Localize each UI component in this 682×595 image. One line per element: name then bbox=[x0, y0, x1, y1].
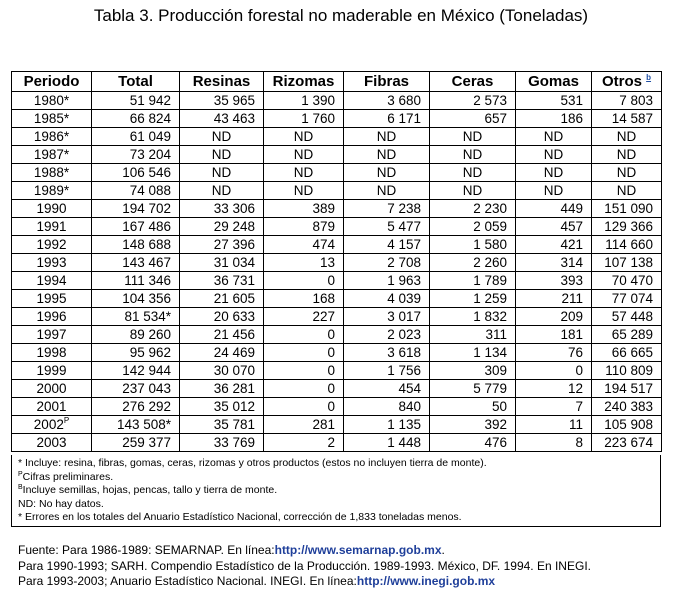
col-header-gomas: Gomas bbox=[516, 72, 592, 92]
table-row bbox=[12, 92, 662, 110]
cell-resinas: ND bbox=[180, 182, 264, 200]
cell-rizomas: ND bbox=[264, 146, 344, 164]
footnote-line bbox=[18, 498, 654, 512]
cell-gomas: 449 bbox=[516, 200, 592, 218]
cell-resinas: ND bbox=[180, 146, 264, 164]
cell-ceras: 1 134 bbox=[430, 344, 516, 362]
cell-gomas: 11 bbox=[516, 416, 592, 434]
periodo-value: 1987* bbox=[33, 146, 70, 162]
cell-ceras: 2 230 bbox=[430, 200, 516, 218]
cell-rizomas: ND bbox=[264, 128, 344, 146]
cell-gomas: 421 bbox=[516, 236, 592, 254]
cell-gomas: 211 bbox=[516, 290, 592, 308]
cell-rizomas: 0 bbox=[264, 380, 344, 398]
cell-fibras: 3 680 bbox=[344, 92, 430, 110]
col-header-total: Total bbox=[92, 72, 180, 92]
cell-periodo bbox=[12, 254, 92, 272]
footnote-text: Incluye semillas, hojas, pencas, tallo y tierra de monte. bbox=[22, 484, 278, 497]
source-line bbox=[18, 559, 678, 575]
col-header-fibras: Fibras bbox=[344, 72, 430, 92]
cell-ceras: 309 bbox=[430, 362, 516, 380]
cell-resinas: 21 456 bbox=[180, 326, 264, 344]
cell-gomas: 181 bbox=[516, 326, 592, 344]
cell-fibras: ND bbox=[344, 146, 430, 164]
cell-periodo bbox=[12, 236, 92, 254]
cell-rizomas: 474 bbox=[264, 236, 344, 254]
cell-otros: ND bbox=[592, 128, 662, 146]
periodo-value: 1980* bbox=[33, 92, 70, 108]
cell-total: 167 486 bbox=[92, 218, 180, 236]
periodo-value: 1994 bbox=[36, 272, 67, 288]
cell-rizomas: 0 bbox=[264, 344, 344, 362]
table-row bbox=[12, 344, 662, 362]
production-table bbox=[11, 71, 662, 452]
cell-gomas: 314 bbox=[516, 254, 592, 272]
cell-total: 73 204 bbox=[92, 146, 180, 164]
footnote-mark: P bbox=[18, 470, 23, 478]
cell-gomas: 7 bbox=[516, 398, 592, 416]
cell-fibras: 4 039 bbox=[344, 290, 430, 308]
cell-otros: 129 366 bbox=[592, 218, 662, 236]
periodo-value: 1989* bbox=[33, 182, 70, 198]
cell-fibras: 1 135 bbox=[344, 416, 430, 434]
cell-rizomas: ND bbox=[264, 182, 344, 200]
cell-resinas: ND bbox=[180, 128, 264, 146]
cell-resinas: 33 306 bbox=[180, 200, 264, 218]
cell-gomas: ND bbox=[516, 182, 592, 200]
cell-gomas: ND bbox=[516, 146, 592, 164]
cell-rizomas: 0 bbox=[264, 272, 344, 290]
cell-total: 148 688 bbox=[92, 236, 180, 254]
cell-gomas: 186 bbox=[516, 110, 592, 128]
source-link[interactable]: http://www.semarnap.gob.mx bbox=[274, 543, 442, 557]
cell-periodo bbox=[12, 218, 92, 236]
cell-gomas: 8 bbox=[516, 434, 592, 452]
cell-total: 111 346 bbox=[92, 272, 180, 290]
cell-otros: 114 660 bbox=[592, 236, 662, 254]
cell-total: 143 508* bbox=[92, 416, 180, 434]
cell-resinas: 31 034 bbox=[180, 254, 264, 272]
cell-gomas: 393 bbox=[516, 272, 592, 290]
cell-ceras: ND bbox=[430, 182, 516, 200]
periodo-value: 1990 bbox=[36, 200, 67, 216]
cell-gomas: 76 bbox=[516, 344, 592, 362]
cell-ceras: 2 260 bbox=[430, 254, 516, 272]
cell-total: 61 049 bbox=[92, 128, 180, 146]
cell-periodo bbox=[12, 200, 92, 218]
cell-fibras: 5 477 bbox=[344, 218, 430, 236]
source-text: Para 1993-2003; Anuario Estadístico Nacional. INEGI. En línea: bbox=[18, 574, 357, 588]
cell-rizomas: 2 bbox=[264, 434, 344, 452]
periodo-value: 1991 bbox=[36, 218, 67, 234]
cell-resinas: 30 070 bbox=[180, 362, 264, 380]
table-row bbox=[12, 110, 662, 128]
cell-fibras: 840 bbox=[344, 398, 430, 416]
cell-ceras: 1 580 bbox=[430, 236, 516, 254]
cell-otros: 7 803 bbox=[592, 92, 662, 110]
periodo-value: 1998 bbox=[36, 344, 67, 360]
cell-periodo bbox=[12, 92, 92, 110]
col-header-resinas: Resinas bbox=[180, 72, 264, 92]
cell-otros: 194 517 bbox=[592, 380, 662, 398]
periodo-value: 1995 bbox=[36, 290, 67, 306]
source-line bbox=[18, 574, 678, 590]
footnote-line bbox=[18, 511, 654, 525]
footnotes bbox=[11, 455, 661, 527]
cell-resinas: 35 781 bbox=[180, 416, 264, 434]
cell-ceras: 50 bbox=[430, 398, 516, 416]
cell-rizomas: 281 bbox=[264, 416, 344, 434]
cell-total: 51 942 bbox=[92, 92, 180, 110]
cell-fibras: 3 017 bbox=[344, 308, 430, 326]
cell-total: 237 043 bbox=[92, 380, 180, 398]
periodo-value: 1993 bbox=[36, 254, 67, 270]
table-row bbox=[12, 380, 662, 398]
cell-gomas: 12 bbox=[516, 380, 592, 398]
cell-rizomas: ND bbox=[264, 164, 344, 182]
cell-rizomas: 389 bbox=[264, 200, 344, 218]
cell-total: 74 088 bbox=[92, 182, 180, 200]
cell-resinas: 20 633 bbox=[180, 308, 264, 326]
cell-ceras: 311 bbox=[430, 326, 516, 344]
cell-otros: 240 383 bbox=[592, 398, 662, 416]
cell-ceras: ND bbox=[430, 146, 516, 164]
cell-periodo bbox=[12, 398, 92, 416]
cell-fibras: 1 963 bbox=[344, 272, 430, 290]
cell-ceras: 476 bbox=[430, 434, 516, 452]
cell-otros: ND bbox=[592, 164, 662, 182]
cell-resinas: ND bbox=[180, 164, 264, 182]
table-row bbox=[12, 146, 662, 164]
cell-otros: ND bbox=[592, 182, 662, 200]
periodo-value: 1986* bbox=[33, 128, 70, 144]
cell-otros: ND bbox=[592, 146, 662, 164]
cell-fibras: 6 171 bbox=[344, 110, 430, 128]
table-row bbox=[12, 290, 662, 308]
cell-total: 142 944 bbox=[92, 362, 180, 380]
cell-fibras: ND bbox=[344, 182, 430, 200]
cell-ceras: 1 789 bbox=[430, 272, 516, 290]
cell-rizomas: 879 bbox=[264, 218, 344, 236]
source-link[interactable]: http://www.inegi.gob.mx bbox=[356, 574, 496, 588]
cell-rizomas: 0 bbox=[264, 362, 344, 380]
periodo-value: 1997 bbox=[36, 326, 67, 342]
table-row bbox=[12, 200, 662, 218]
cell-otros: 70 470 bbox=[592, 272, 662, 290]
cell-gomas: 0 bbox=[516, 362, 592, 380]
cell-ceras: ND bbox=[430, 164, 516, 182]
cell-total: 66 824 bbox=[92, 110, 180, 128]
cell-rizomas: 1 390 bbox=[264, 92, 344, 110]
cell-resinas: 27 396 bbox=[180, 236, 264, 254]
table-row bbox=[12, 416, 662, 434]
table-row bbox=[12, 272, 662, 290]
cell-periodo bbox=[12, 362, 92, 380]
footnote-line bbox=[18, 457, 654, 471]
cell-ceras: 1 832 bbox=[430, 308, 516, 326]
cell-periodo bbox=[12, 164, 92, 182]
cell-fibras: 454 bbox=[344, 380, 430, 398]
footnote-line bbox=[18, 471, 654, 485]
cell-periodo bbox=[12, 308, 92, 326]
cell-fibras: 2 023 bbox=[344, 326, 430, 344]
col-header-rizomas: Rizomas bbox=[264, 72, 344, 92]
cell-periodo bbox=[12, 344, 92, 362]
source-text: Para 1990-1993; SARH. Compendio Estadístico de la Producción. 1989-1993. México, DF. 1994. En INEGI. bbox=[18, 558, 591, 573]
cell-total: 81 534* bbox=[92, 308, 180, 326]
footnote-text: ND: No hay datos. bbox=[18, 497, 104, 510]
cell-ceras: 2 059 bbox=[430, 218, 516, 236]
cell-resinas: 36 281 bbox=[180, 380, 264, 398]
periodo-value: 2003 bbox=[36, 434, 67, 450]
cell-ceras: 392 bbox=[430, 416, 516, 434]
cell-total: 276 292 bbox=[92, 398, 180, 416]
cell-fibras: 4 157 bbox=[344, 236, 430, 254]
cell-rizomas: 0 bbox=[264, 326, 344, 344]
cell-total: 143 467 bbox=[92, 254, 180, 272]
cell-fibras: ND bbox=[344, 164, 430, 182]
cell-periodo bbox=[12, 290, 92, 308]
col-header-otros bbox=[592, 72, 662, 92]
table-row bbox=[12, 308, 662, 326]
periodo-value: 2002 bbox=[33, 416, 64, 432]
source-punct: . bbox=[441, 543, 445, 557]
footnote-text: * Errores en los totales del Anuario Estadístico Nacional, corrección de 1,833 toneladas menos. bbox=[18, 511, 462, 524]
periodo-value: 2000 bbox=[36, 380, 67, 396]
cell-rizomas: 227 bbox=[264, 308, 344, 326]
cell-otros: 77 074 bbox=[592, 290, 662, 308]
table-row bbox=[12, 326, 662, 344]
cell-ceras: 657 bbox=[430, 110, 516, 128]
cell-periodo bbox=[12, 146, 92, 164]
cell-total: 106 546 bbox=[92, 164, 180, 182]
footnote-mark: B bbox=[18, 484, 23, 492]
table-row bbox=[12, 434, 662, 452]
cell-otros: 14 587 bbox=[592, 110, 662, 128]
cell-otros: 107 138 bbox=[592, 254, 662, 272]
table-row bbox=[12, 218, 662, 236]
table-title: Tabla 3. Producción forestal no maderable en México (Toneladas) bbox=[93, 6, 589, 25]
cell-ceras: 5 779 bbox=[430, 380, 516, 398]
cell-resinas: 29 248 bbox=[180, 218, 264, 236]
cell-fibras: 1 448 bbox=[344, 434, 430, 452]
sources bbox=[18, 543, 678, 590]
footnote-text: Cifras preliminares. bbox=[22, 470, 114, 483]
periodo-value: 1985* bbox=[33, 110, 70, 126]
cell-total: 104 356 bbox=[92, 290, 180, 308]
cell-otros: 66 665 bbox=[592, 344, 662, 362]
col-header-ceras: Ceras bbox=[430, 72, 516, 92]
cell-total: 95 962 bbox=[92, 344, 180, 362]
cell-ceras: ND bbox=[430, 128, 516, 146]
cell-resinas: 35 012 bbox=[180, 398, 264, 416]
col-header-otros-label: Otros bbox=[601, 72, 642, 90]
cell-gomas: 209 bbox=[516, 308, 592, 326]
cell-periodo bbox=[12, 434, 92, 452]
periodo-value: 2001 bbox=[36, 398, 67, 414]
cell-otros: 151 090 bbox=[592, 200, 662, 218]
cell-periodo bbox=[12, 416, 92, 434]
periodo-value: 1999 bbox=[36, 362, 67, 378]
cell-gomas: 531 bbox=[516, 92, 592, 110]
cell-resinas: 33 769 bbox=[180, 434, 264, 452]
periodo-value: 1988* bbox=[33, 164, 70, 180]
cell-fibras: 3 618 bbox=[344, 344, 430, 362]
table-row bbox=[12, 128, 662, 146]
table-row bbox=[12, 236, 662, 254]
table-row bbox=[12, 398, 662, 416]
col-header-periodo: Periodo bbox=[12, 72, 92, 92]
cell-otros: 223 674 bbox=[592, 434, 662, 452]
cell-rizomas: 168 bbox=[264, 290, 344, 308]
footnote-text: * Incluye: resina, fibras, gomas, ceras, rizomas y otros productos (estos no incluyen tierra de monte). bbox=[18, 457, 487, 469]
table-body bbox=[12, 92, 662, 452]
cell-ceras: 1 259 bbox=[430, 290, 516, 308]
table-row bbox=[12, 254, 662, 272]
cell-periodo bbox=[12, 326, 92, 344]
cell-ceras: 2 573 bbox=[430, 92, 516, 110]
table-row bbox=[12, 362, 662, 380]
cell-total: 194 702 bbox=[92, 200, 180, 218]
cell-periodo bbox=[12, 272, 92, 290]
cell-fibras: 7 238 bbox=[344, 200, 430, 218]
cell-rizomas: 13 bbox=[264, 254, 344, 272]
cell-rizomas: 0 bbox=[264, 398, 344, 416]
footnote-mark-b: b bbox=[646, 72, 652, 82]
cell-fibras: ND bbox=[344, 128, 430, 146]
cell-otros: 110 809 bbox=[592, 362, 662, 380]
cell-periodo bbox=[12, 128, 92, 146]
footnote-line bbox=[18, 484, 654, 498]
cell-periodo bbox=[12, 110, 92, 128]
cell-resinas: 21 605 bbox=[180, 290, 264, 308]
cell-periodo bbox=[12, 182, 92, 200]
cell-fibras: 1 756 bbox=[344, 362, 430, 380]
cell-fibras: 2 708 bbox=[344, 254, 430, 272]
cell-resinas: 35 965 bbox=[180, 92, 264, 110]
header-row bbox=[12, 72, 662, 92]
cell-resinas: 43 463 bbox=[180, 110, 264, 128]
cell-rizomas: 1 760 bbox=[264, 110, 344, 128]
source-text: Fuente: Para 1986-1989: SEMARNAP. En línea: bbox=[18, 543, 275, 557]
cell-gomas: ND bbox=[516, 128, 592, 146]
cell-total: 259 377 bbox=[92, 434, 180, 452]
periodo-value: 1996 bbox=[36, 308, 67, 324]
source-line bbox=[18, 543, 678, 559]
periodo-value: 1992 bbox=[36, 236, 67, 252]
cell-otros: 65 289 bbox=[592, 326, 662, 344]
cell-otros: 105 908 bbox=[592, 416, 662, 434]
cell-periodo bbox=[12, 380, 92, 398]
cell-resinas: 36 731 bbox=[180, 272, 264, 290]
table-row bbox=[12, 182, 662, 200]
footnote-mark: P bbox=[63, 415, 70, 425]
table-row bbox=[12, 164, 662, 182]
cell-gomas: ND bbox=[516, 164, 592, 182]
cell-resinas: 24 469 bbox=[180, 344, 264, 362]
cell-otros: 57 448 bbox=[592, 308, 662, 326]
cell-gomas: 457 bbox=[516, 218, 592, 236]
cell-total: 89 260 bbox=[92, 326, 180, 344]
